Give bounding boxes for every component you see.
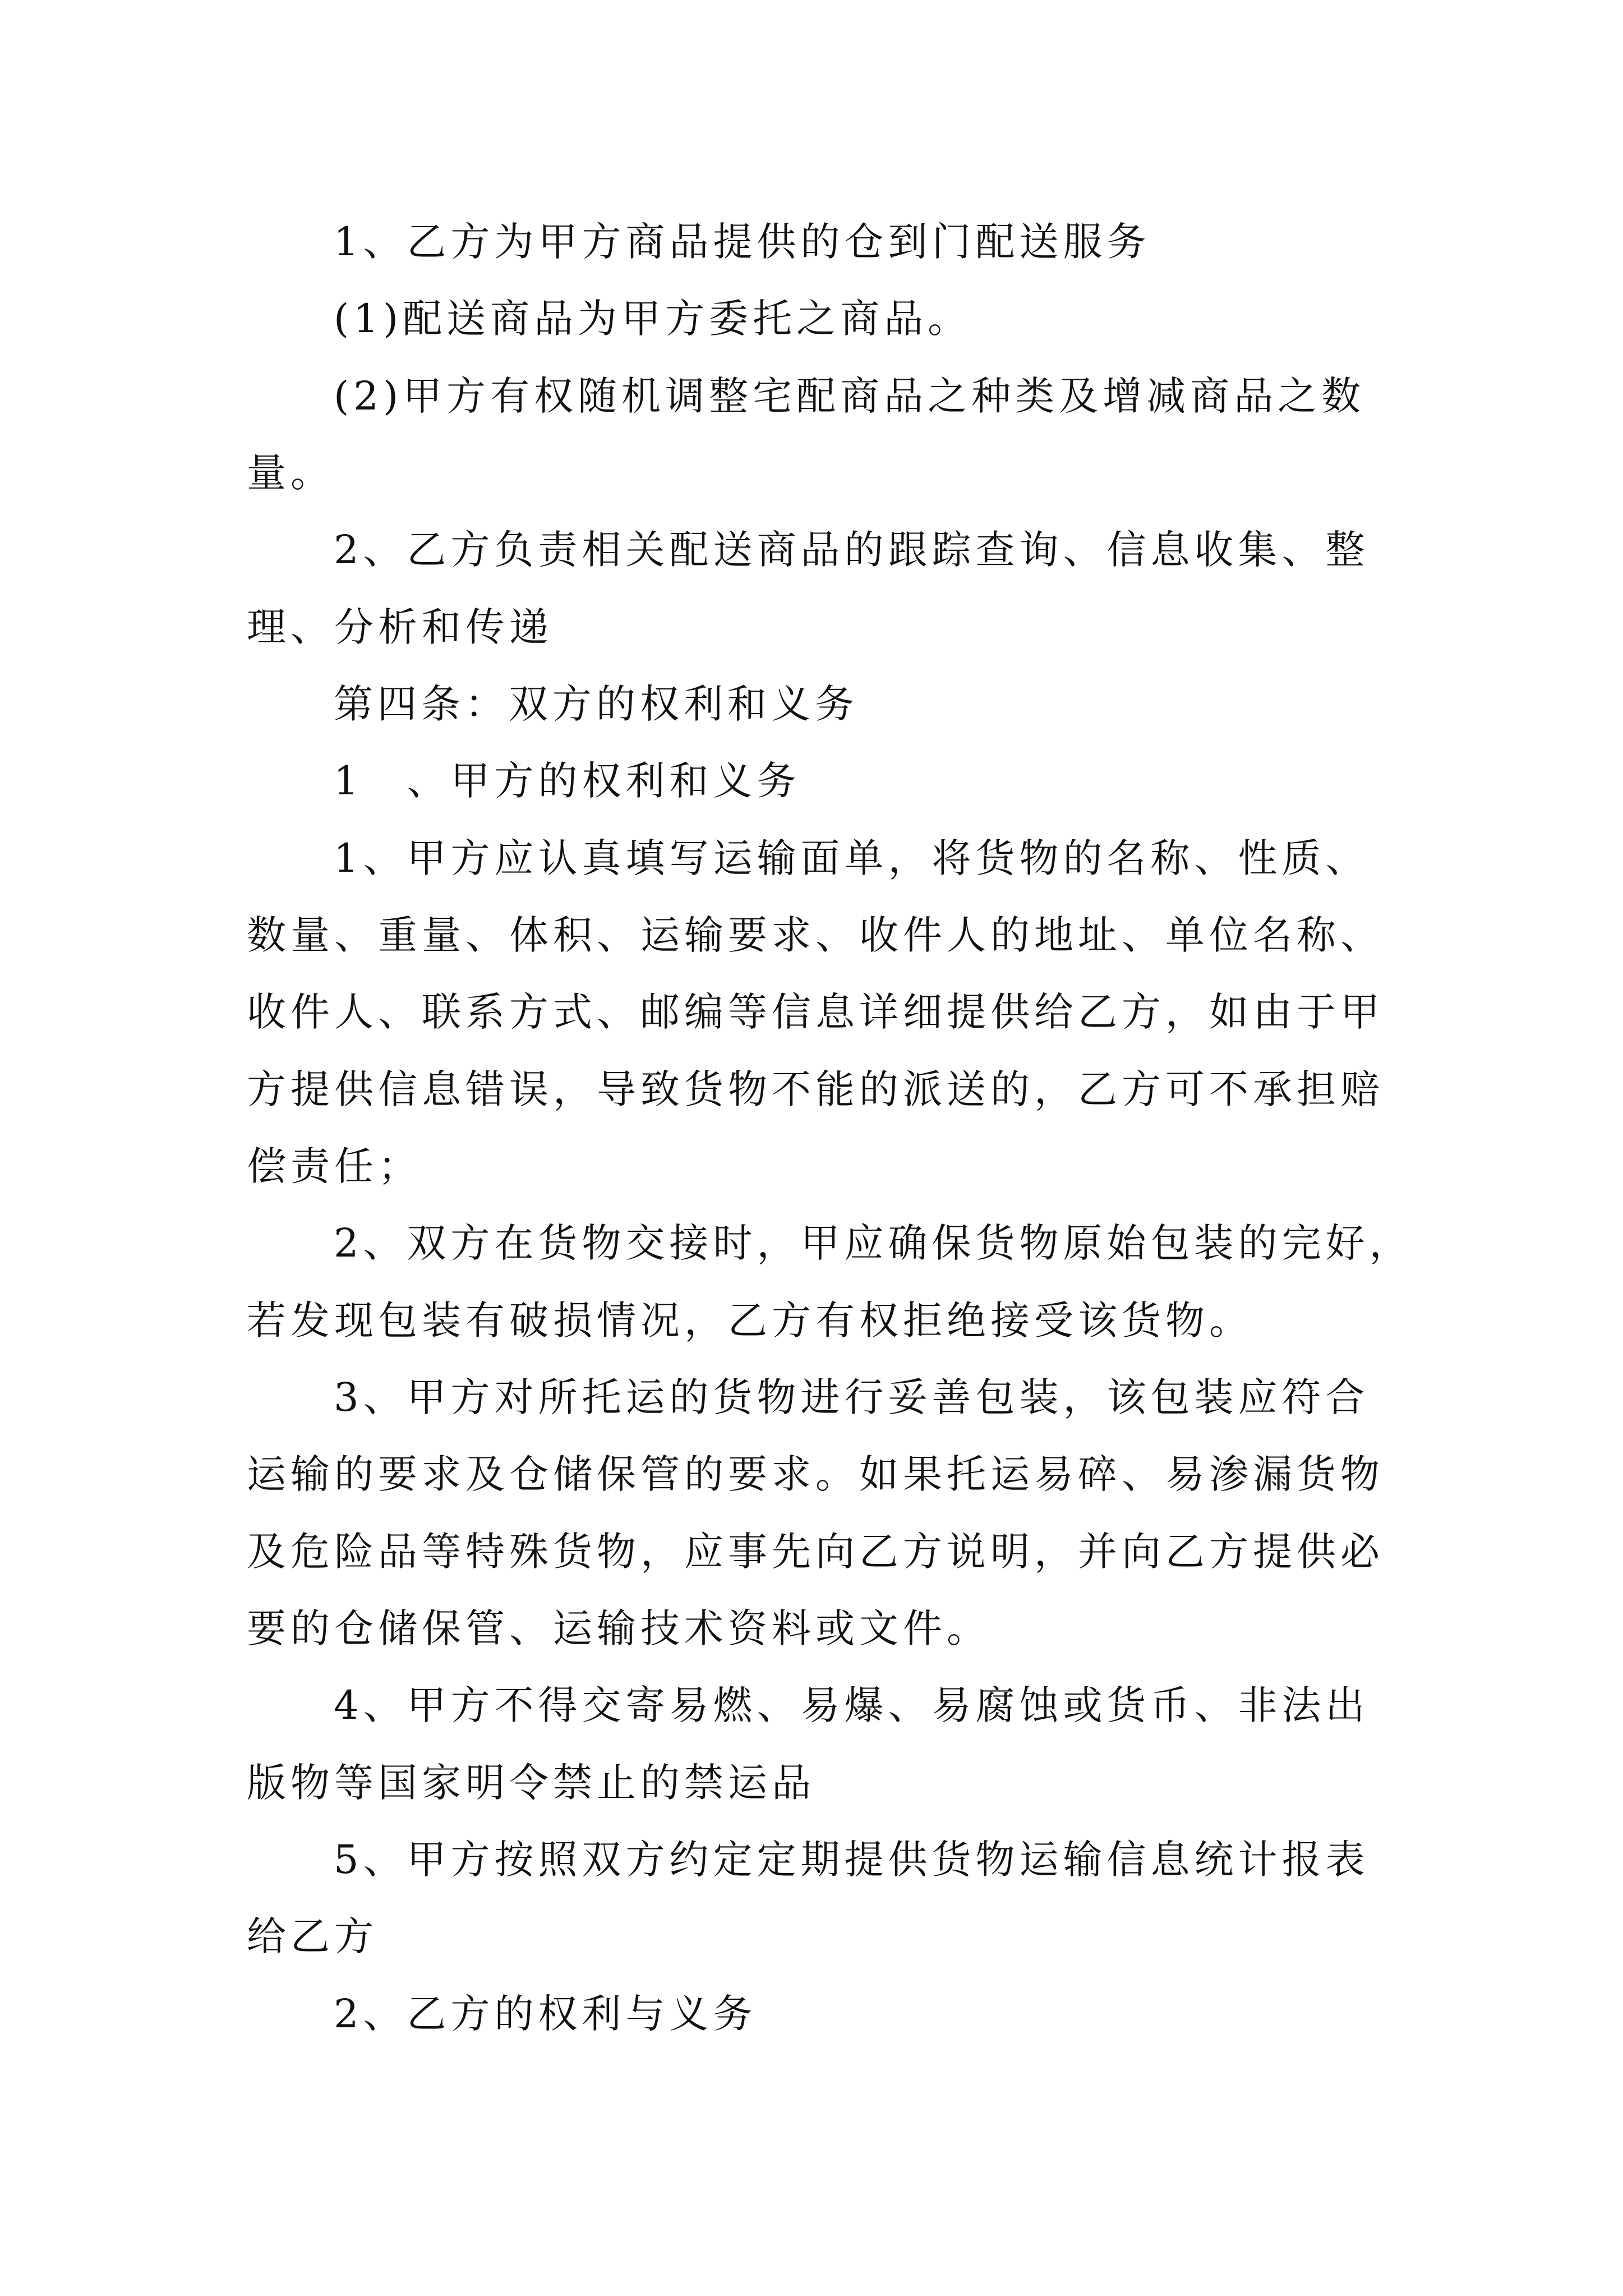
text-line: 2、双方在货物交接时，甲应确保货物原始包装的完好， — [334, 1220, 1413, 1266]
text-line: 若发现包装有破损情况，乙方有权拒绝接受该货物。 — [247, 1297, 1253, 1343]
text-line: (2)甲方有权随机调整宅配商品之种类及增减商品之数 — [334, 373, 1366, 419]
text-line: 3、甲方对所托运的货物进行妥善包装，该包装应符合 — [334, 1374, 1370, 1420]
text-line: 版物等国家明令禁止的禁运品 — [247, 1760, 815, 1806]
text-line: 数量、重量、体积、运输要求、收件人的地址、单位名称、 — [247, 912, 1384, 958]
text-line: 给乙方 — [247, 1913, 378, 1959]
text-line: 量。 — [247, 450, 334, 496]
text-line: 2、乙方负责相关配送商品的跟踪查询、信息收集、整 — [334, 527, 1370, 573]
section-heading: 第四条：双方的权利和义务 — [334, 681, 859, 727]
text-line: 1、甲方应认真填写运输面单，将货物的名称、性质、 — [334, 835, 1370, 881]
text-line: 运输的要求及仓储保管的要求。如果托运易碎、易渗漏货物 — [247, 1451, 1384, 1497]
subsection-heading: 2、乙方的权利与义务 — [334, 1991, 757, 2037]
subsection-heading: 1 、甲方的权利和义务 — [334, 758, 801, 804]
text-line: 1、乙方为甲方商品提供的仓到门配送服务 — [334, 219, 1151, 265]
text-line: 理、分析和传递 — [247, 604, 553, 650]
text-line: 收件人、联系方式、邮编等信息详细提供给乙方，如由于甲 — [247, 989, 1384, 1035]
text-line: 方提供信息错误，导致货物不能的派送的，乙方可不承担赔 — [247, 1066, 1384, 1112]
text-line: 偿责任； — [247, 1143, 422, 1189]
text-line: 要的仓储保管、运输技术资料或文件。 — [247, 1605, 990, 1651]
text-line: 5、甲方按照双方约定定期提供货物运输信息统计报表 — [334, 1837, 1370, 1883]
text-line: 及危险品等特殊货物，应事先向乙方说明，并向乙方提供必 — [247, 1529, 1384, 1575]
text-line: (1)配送商品为甲方委托之商品。 — [334, 296, 972, 342]
text-line: 4、甲方不得交寄易燃、易爆、易腐蚀或货币、非法出 — [334, 1682, 1370, 1728]
